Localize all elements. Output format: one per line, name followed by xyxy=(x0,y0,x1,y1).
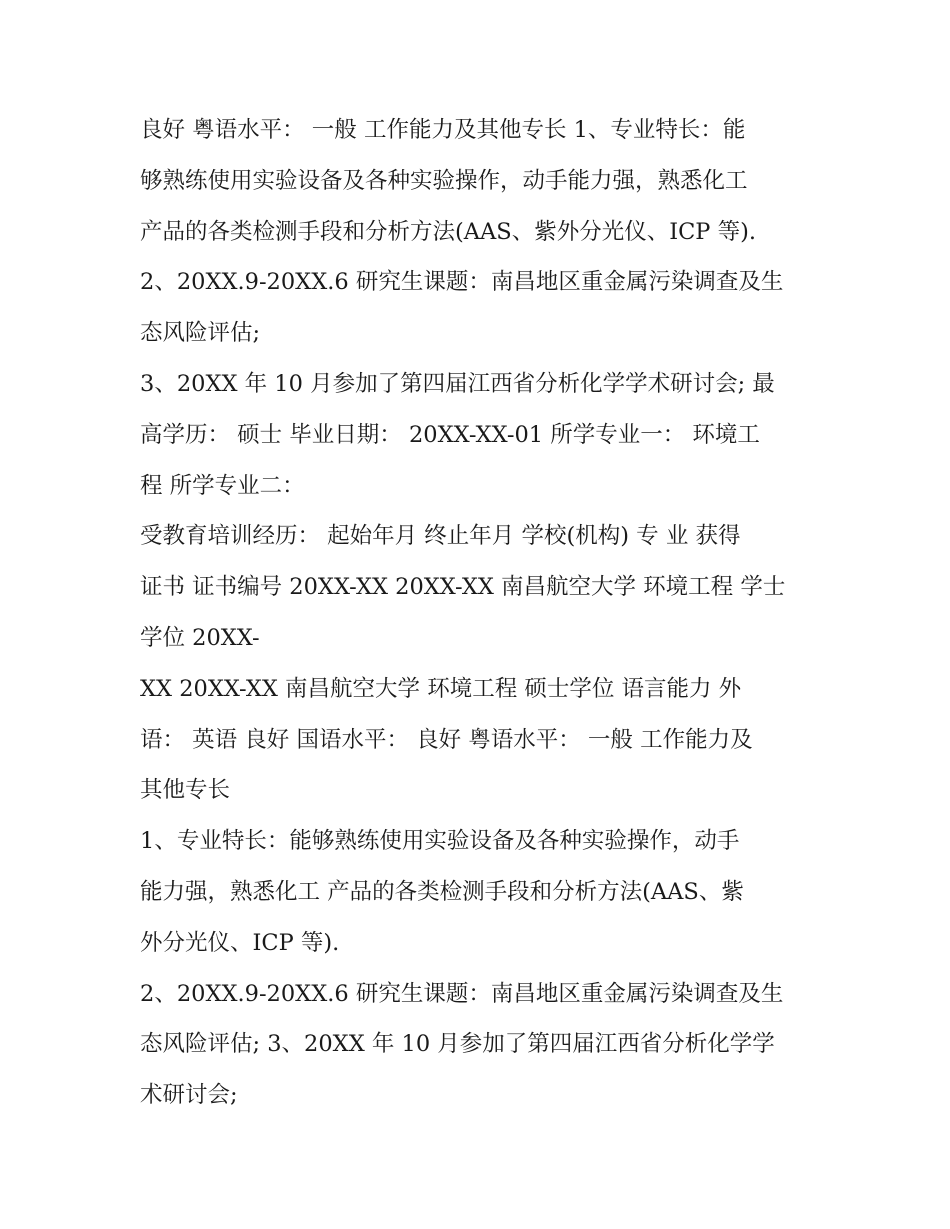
text-line: 学位 20XX- xyxy=(140,624,260,651)
text-line: 产品的各类检测手段和分析方法(AAS、紫外分光仪、ICP 等). xyxy=(140,218,757,245)
text-line: 2、20XX.9-20XX.6 研究生课题：南昌地区重金属污染调查及生 xyxy=(140,980,784,1007)
text-line: 1、专业特长：能够熟练使用实验设备及各种实验操作，动手 xyxy=(140,828,740,855)
text-line: 证书 证书编号 20XX-XX 20XX-XX 南昌航空大学 环境工程 学士 xyxy=(140,574,786,601)
document-body xyxy=(140,105,820,1121)
text-line: XX 20XX-XX 南昌航空大学 环境工程 硕士学位 语言能力 外 xyxy=(140,675,742,702)
text-line: 程 所学专业二： xyxy=(140,472,305,499)
text-line: 高学历： 硕士 毕业日期： 20XX-XX-01 所学专业一： 环境工 xyxy=(140,421,760,448)
text-line: 外分光仪、ICP 等). xyxy=(140,929,340,956)
text-line: 受教育培训经历： 起始年月 终止年月 学校(机构) 专 业 获得 xyxy=(140,523,741,550)
text-line: 够熟练使用实验设备及各种实验操作，动手能力强，熟悉化工 xyxy=(140,167,748,194)
text-line: 态风险评估; 3、20XX 年 10 月参加了第四届江西省分析化学学 xyxy=(140,1031,775,1058)
text-line: 能力强，熟悉化工 产品的各类检测手段和分析方法(AAS、紫 xyxy=(140,878,744,905)
text-line: 术研讨会; xyxy=(140,1082,238,1109)
text-line: 态风险评估; xyxy=(140,320,261,347)
text-line: 良好 粤语水平： 一般 工作能力及其他专长 1、专业特长：能 xyxy=(140,117,746,143)
text-line: 2、20XX.9-20XX.6 研究生课题：南昌地区重金属污染调查及生 xyxy=(140,269,784,296)
text-line: 语： 英语 良好 国语水平： 良好 粤语水平： 一般 工作能力及 xyxy=(140,726,753,753)
text-line: 其他专长 xyxy=(140,777,231,804)
text-line: 3、20XX 年 10 月参加了第四届江西省分析化学学术研讨会; 最 xyxy=(140,370,775,397)
